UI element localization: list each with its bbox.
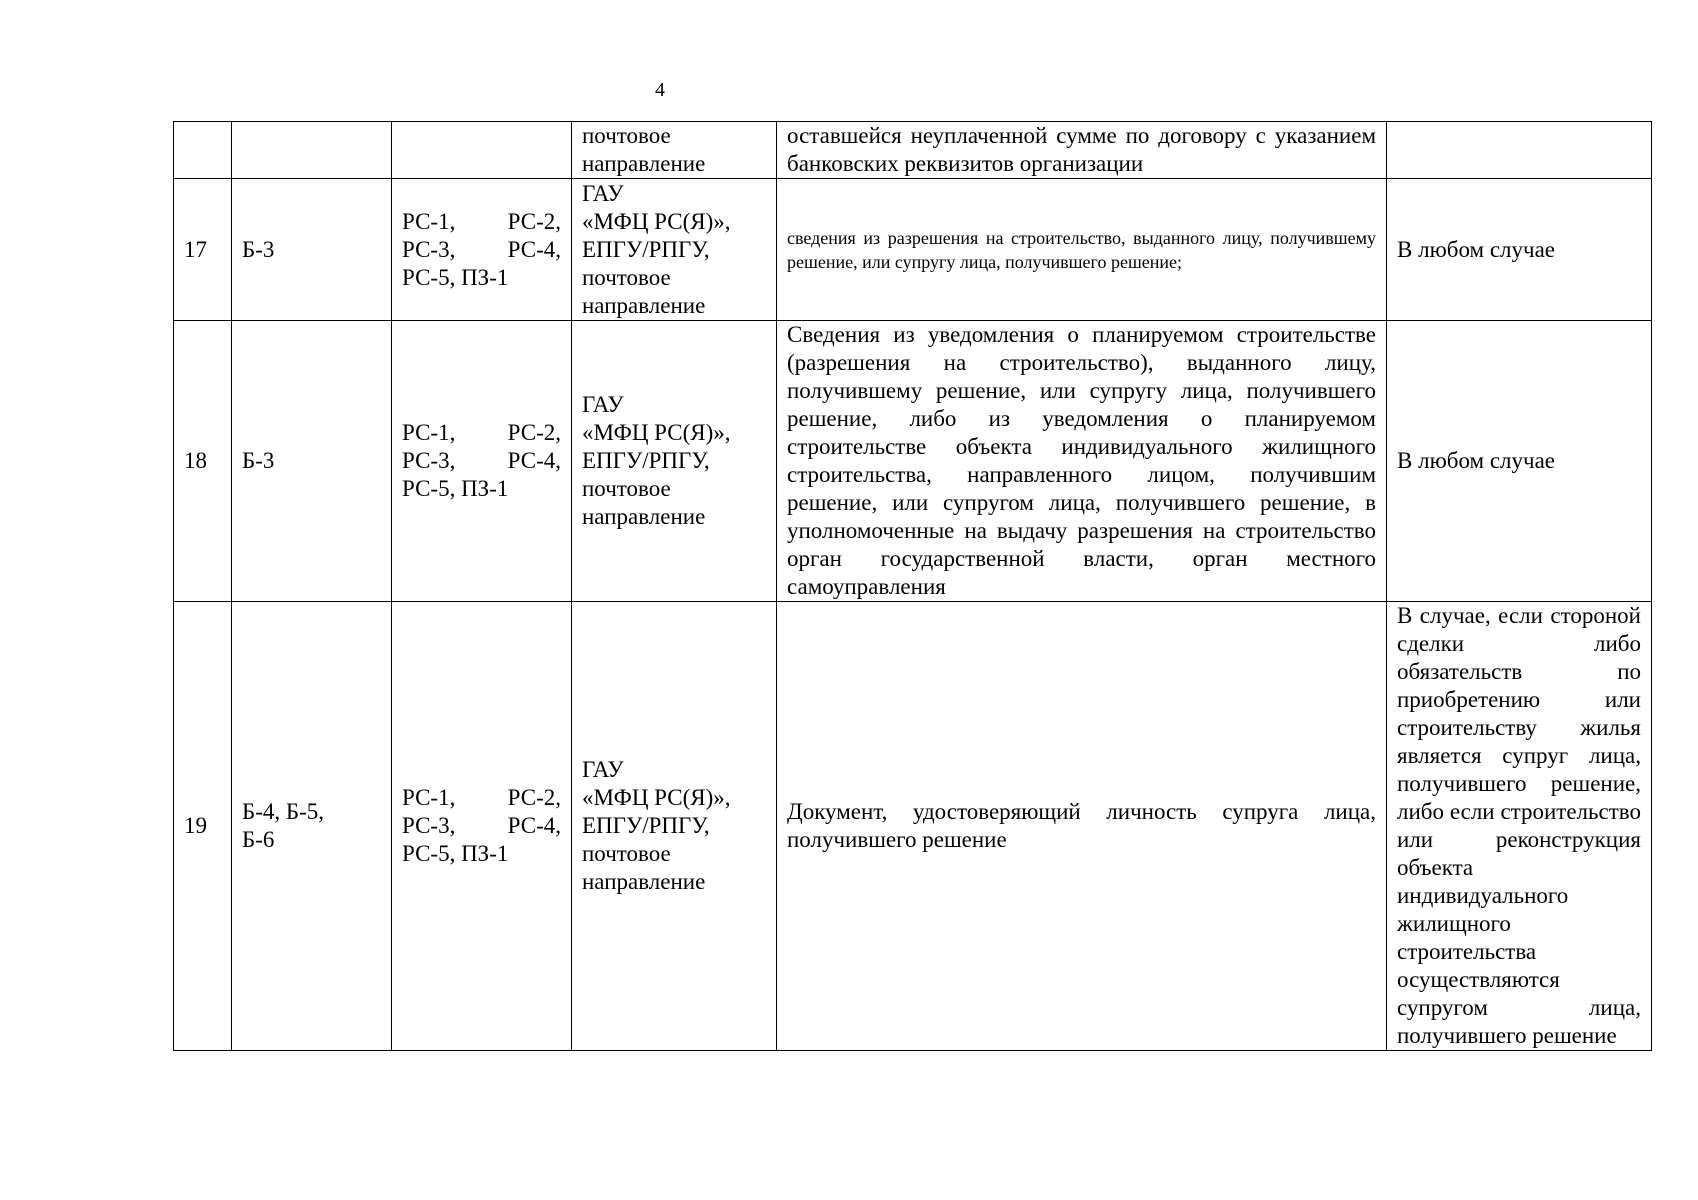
params-cell [392,179,572,321]
source-line: ЕПГУ/РПГУ, [582,236,710,262]
param-item: РС-2, [507,420,561,445]
source-line: ГАУ [582,757,624,782]
source-line: почтовое [582,476,671,501]
source-line: «МФЦ РС(Я)», [582,420,731,445]
param-item: РС-1, [402,420,456,445]
source-cell [572,602,777,1051]
row-number-cell: 18 [174,321,232,602]
source-cell [572,122,777,179]
params-cell [392,321,572,602]
condition-cell: В любом случае [1387,321,1652,602]
source-line: направление [582,869,706,894]
code-cell: Б-3 [232,321,392,602]
param-item: РС-1, [402,785,456,810]
source-line: «МФЦ РС(Я)», [582,208,731,234]
params-cell [392,122,572,179]
table-row [174,122,1652,179]
params-line [402,236,561,264]
row-number-cell: 17 [174,179,232,321]
source-cell [572,179,777,321]
params-line: РС-5, ПЗ-1 [402,841,509,866]
source-line: направление [582,292,706,318]
row-number-cell: 19 [174,602,232,1051]
source-line: ГАУ [582,392,624,417]
condition-cell [1387,122,1652,179]
param-item: РС-4, [507,813,561,838]
code-line: Б-4, Б-5, [242,799,324,824]
requirements-table [173,121,1652,1051]
source-line: почтовое [582,123,671,148]
code-cell [232,122,392,179]
param-item: РС-2, [507,208,561,234]
table-row [174,321,1652,602]
params-line [402,784,561,812]
param-item: РС-4, [507,448,561,473]
code-line: Б-6 [242,827,275,852]
params-cell [392,602,572,1051]
source-line: ЕПГУ/РПГУ, [582,448,710,473]
params-line [402,447,561,475]
page-number: 4 [655,79,665,101]
params-line: РС-5, ПЗ-1 [402,476,509,501]
table-row [174,602,1652,1051]
row-number-cell [174,122,232,179]
param-item: РС-2, [507,785,561,810]
code-cell: Б-3 [232,179,392,321]
condition-cell: В случае, если стороной сделки либо обязательств по приобретению или строительству жилья является супруг лица, получившего решение, либо если строительство или реконструкция объекта индивидуального жилищного строительства осуществляются супругом лица, получившего решение [1387,602,1652,1051]
params-line: РС-5, ПЗ-1 [402,264,509,290]
param-item: РС-3, [402,813,456,838]
description-cell: Сведения из уведомления о планируемом строительстве (разрешения на строительство), выданного лицу, получившему решение, или супругу лица, получившего решение, либо из уведомления о планируемом строительстве объекта индивидуального жилищного строительства, направленного лицом, получившим решение, или супругом лица, получившего решение, в уполномоченные на выдачу разрешения на строительство орган государственной власти, орган местного самоуправления [777,321,1387,602]
condition-cell: В любом случае [1387,179,1652,321]
description-cell: оставшейся неуплаченной сумме по договору с указанием банковских реквизитов организации [777,122,1387,179]
table-row [174,179,1652,321]
param-item: РС-4, [507,236,561,262]
source-line: почтовое [582,841,671,866]
description-cell: Документ, удостоверяющий личность супруга лица, получившего решение [777,602,1387,1051]
code-cell [232,602,392,1051]
params-line [402,812,561,840]
source-line: направление [582,504,706,529]
source-line: направление [582,151,706,176]
source-cell [572,321,777,602]
description-cell: сведения из разрешения на строительство, выданного лицу, получившему решение, или супругу лица, получившего решение; [777,179,1387,321]
param-item: РС-3, [402,448,456,473]
param-item: РС-1, [402,208,456,234]
params-line [402,419,561,447]
params-line [402,208,561,236]
source-line: ЕПГУ/РПГУ, [582,813,710,838]
param-item: РС-3, [402,236,456,262]
source-line: почтовое [582,264,671,290]
source-line: ГАУ [582,180,624,206]
source-line: «МФЦ РС(Я)», [582,785,731,810]
